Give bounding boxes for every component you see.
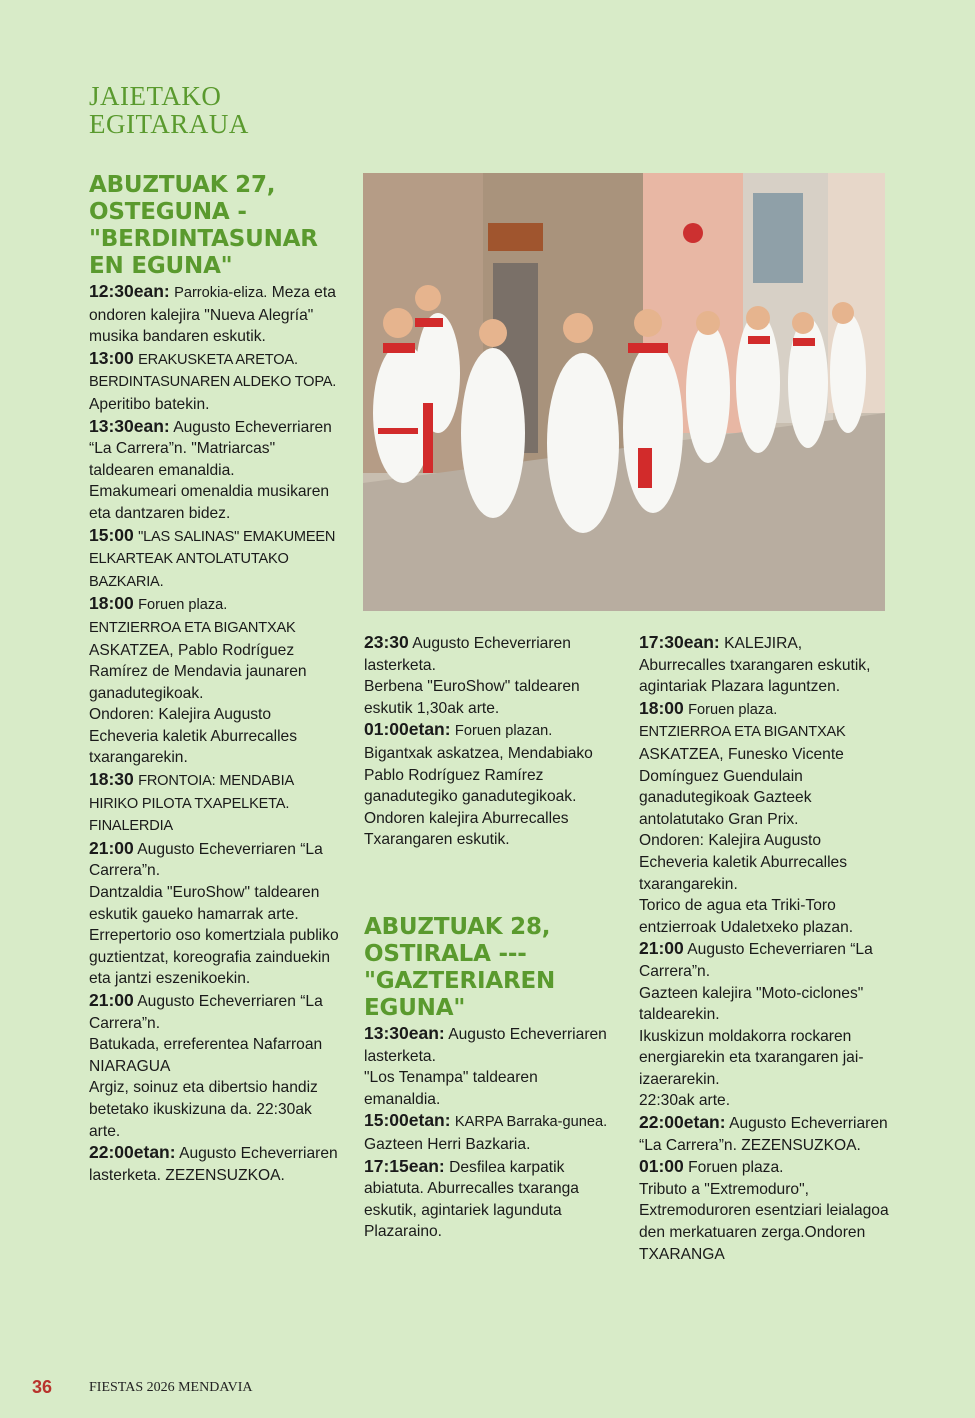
section-title: [89, 82, 249, 138]
column-middle: [364, 632, 614, 1243]
event-text: ZEZENSUZKOA.: [741, 1136, 861, 1154]
event-text: [639, 721, 889, 830]
event-time: 22:00etan:: [639, 1112, 726, 1133]
event-text: Augusto Echeverriaren lasterketa.: [364, 1025, 607, 1065]
event-text: Augusto Echeverriaren lasterketa.: [364, 635, 571, 674]
event-text: Gazteen Herri Bazkaria.: [364, 1135, 531, 1153]
event-2100: [89, 838, 339, 882]
page-number: 36: [32, 1377, 53, 1397]
event-time: 23:30: [364, 632, 409, 652]
event-text: ENTZIERROA ETA BIGANTXAK: [89, 619, 296, 636]
event-text: Emakumeari omenaldia musikaren eta dantzaren bidez.: [89, 483, 330, 522]
event-1800-b: [639, 698, 889, 722]
event-time: 15:00etan:: [364, 1110, 451, 1131]
section-title-line1: JAIETAKO: [89, 81, 222, 111]
event-time: 13:00: [89, 347, 134, 368]
event-time: 21:00: [89, 837, 134, 858]
event-text: Dantzaldia "EuroShow" taldearen eskutik gaueko hamarrak arte.: [89, 884, 320, 923]
event-text: "Los Tenampa" taldearen emanaldia.: [364, 1069, 538, 1108]
event-text: Gazteen kalejira "Moto-ciclones" taldearekin.: [639, 984, 864, 1024]
event-text: Ondoren kalejira Aburrecalles Txarangaren eskutik.: [364, 809, 569, 849]
event-time: 15:00: [89, 524, 134, 545]
event-text: ENTZIERROA ETA BIGANTXAK: [639, 724, 846, 741]
event-text: Foruen plaza.: [138, 597, 228, 614]
event-text: ERAKUSKETA ARETOA. BERDINTASUNAREN ALDEKO TOPA.: [89, 351, 337, 391]
section-title-line2: EGITARAUA: [89, 109, 249, 139]
event-text: Ikuskizun moldakorra rockaren energiarekin eta txarangaren jai-izaerarekin.: [639, 1027, 864, 1088]
event-1715: [364, 1156, 614, 1243]
event-text: Berbena "EuroShow" taldearen eskutik 1,30ak arte.: [364, 678, 580, 717]
festival-photo: [363, 173, 885, 611]
event-2100-b: [89, 990, 339, 1034]
event-text: Augusto Echeverriaren lasterketa.: [89, 1145, 338, 1184]
event-text: Augusto Echeverriaren “La Carrera”n.: [89, 840, 323, 880]
event-text: KALEJIRA, Aburrecalles txarangaren eskutik, agintariak Plazara laguntzen.: [639, 635, 871, 696]
event-time: 22:00etan:: [89, 1142, 176, 1163]
event-2100-c: [639, 938, 889, 982]
event-text: FRONTOIA: MENDABIA HIRIKO PILOTA TXAPELKETA. FINALERDIA: [89, 773, 294, 835]
event-text: Foruen plazan.: [454, 723, 553, 740]
event-text: Batukada, erreferentea Nafarroan NIARAGUA: [89, 1036, 323, 1075]
event-text: Ondoren: Kalejira Augusto Echeveria kaletik Aburrecalles txarangarekin.: [639, 832, 848, 893]
event-text: Parrokia-eliza.: [174, 285, 268, 301]
event-1330: [89, 416, 339, 482]
column-right: [639, 632, 889, 1265]
event-1330-b: [364, 1023, 614, 1067]
event-time: 17:30ean:: [639, 632, 720, 652]
event-2330: [364, 632, 614, 676]
event-text: Desfilea karpatik abiatuta. Aburrecalles txaranga eskutik, agintariek lagunduta Plazaraino.: [364, 1158, 579, 1241]
event-2200-b: [639, 1112, 889, 1156]
event-time: 17:15ean:: [364, 1155, 445, 1176]
event-time: 21:00: [89, 990, 134, 1010]
event-1800: [89, 593, 339, 617]
event-0100: [364, 719, 614, 743]
event-text: Foruen plaza.: [688, 701, 778, 718]
event-text: Argiz, soinuz eta dibertsio handiz betetako ikuskizuna da. 22:30ak arte.: [89, 1079, 318, 1140]
event-text: Bigantxak askatzea, Mendabiako Pablo Rodríguez Ramírez ganadutegiko ganadutegikoak.: [364, 744, 593, 806]
day-title-28: ABUZTUAK 28, OSTIRALA --- "GAZTERIAREN EGUNA": [364, 913, 556, 1021]
event-time: 21:00: [639, 938, 684, 959]
event-1230: [89, 281, 339, 348]
event-1500-b: [364, 1110, 614, 1134]
event-1300: [89, 348, 339, 416]
event-time: 13:30ean:: [364, 1022, 445, 1043]
event-text: Augusto Echeverriaren “La Carrera”n. "Matriarcas" taldearen emanaldia.: [89, 418, 332, 479]
festival-photo-illustration: [363, 173, 885, 611]
event-1830: [89, 769, 339, 838]
column-left: [89, 172, 339, 1186]
event-text: Foruen plaza.: [688, 1159, 784, 1177]
footer-text: FIESTAS 2026 MENDAVIA: [89, 1380, 253, 1395]
event-1500: [89, 525, 339, 594]
event-time: 13:30ean:: [89, 415, 170, 436]
event-0100-b: [639, 1156, 889, 1179]
event-text: Ondoren: Kalejira Augusto Echeveria kaletik Aburrecalles txarangarekin.: [89, 706, 298, 767]
event-time: 12:30ean:: [89, 281, 170, 301]
event-text: Errepertorio oso komertziala publiko guztientzat, koreografia zainduekin eta jantzi eszenikoekin.: [89, 927, 339, 988]
event-text: Augusto Echeverriaren “La Carrera”n.: [639, 941, 873, 980]
event-2200: [89, 1142, 339, 1186]
event-text: Aperitibo batekin.: [89, 395, 210, 413]
event-text: Tributo a "Extremoduro", Extremoduroren esentziari leialagoa den merkatuaren zerga.Ondoren TXARANGA: [639, 1180, 889, 1263]
event-text: 22:30ak arte.: [639, 1092, 731, 1110]
event-text: Augusto Echeverriaren “La Carrera”n.: [89, 993, 323, 1032]
event-text: ZEZENSUZKOA.: [165, 1166, 285, 1184]
event-text: ASKATZEA, Pablo Rodríguez Ramírez de Mendavia jaunaren ganadutegikoak.: [89, 641, 307, 702]
event-text: KARPA Barraka-gunea.: [454, 1114, 608, 1131]
event-time: 01:00: [639, 1156, 684, 1177]
event-text: Augusto Echeverriaren “La Carrera”n.: [639, 1115, 888, 1154]
event-text: [89, 617, 339, 704]
event-text: Torico de agua eta Triki-Toro entzierroak Udaletxeko plazan.: [639, 897, 854, 936]
event-time: 01:00etan:: [364, 719, 451, 740]
event-1730: [639, 632, 889, 698]
day-title-27: ABUZTUAK 27, OSTEGUNA - "BERDINTASUNAR EN EGUNA": [89, 172, 318, 279]
event-text: "LAS SALINAS" EMAKUMEEN ELKARTEAK ANTOLATUTAKO BAZKARIA.: [89, 528, 336, 590]
event-time: 18:00: [639, 697, 684, 718]
event-text: ASKATZEA, Funesko Vicente Domínguez Guendulain ganadutegikoak Gazteek antolatutako Gran Prix.: [639, 745, 844, 828]
event-text: Meza eta ondoren kalejira "Nueva Alegría" musika bandaren eskutik.: [89, 284, 336, 346]
event-time: 18:30: [89, 769, 134, 790]
event-time: 18:00: [89, 593, 134, 614]
